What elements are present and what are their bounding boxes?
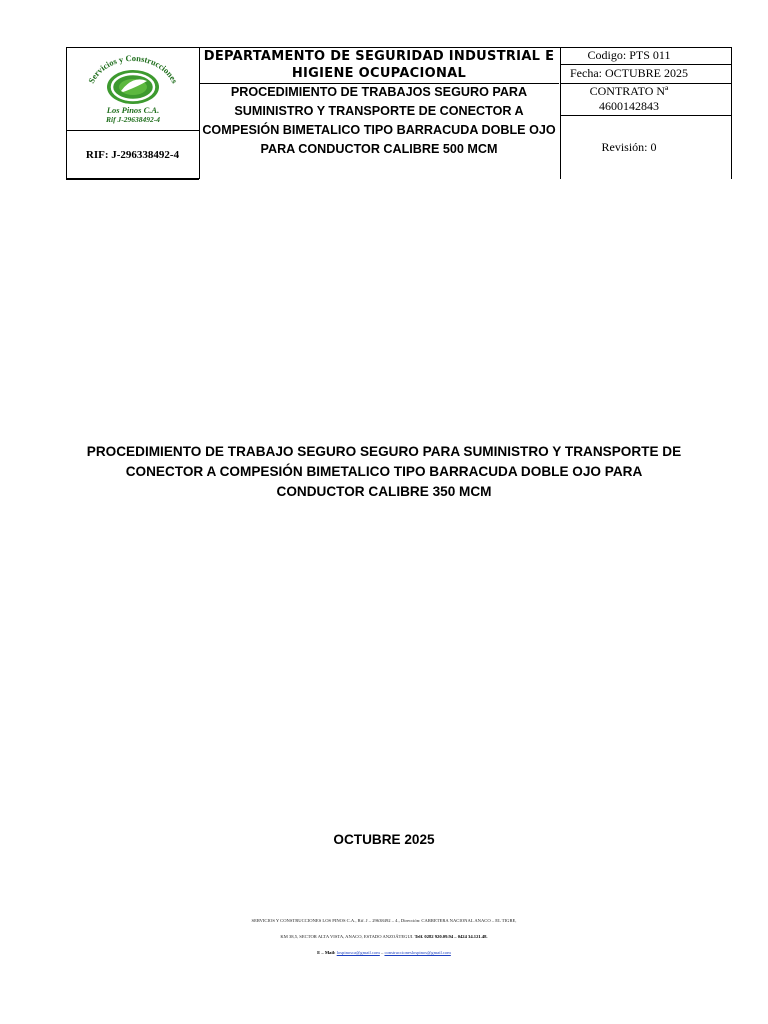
document-code: Codigo: PTS 011: [587, 48, 671, 62]
footer-email-separator: –: [381, 950, 384, 955]
main-title: PROCEDIMIENTO DE TRABAJO SEGURO SEGURO PARA SUMINISTRO Y TRANSPORTE DE CONECTOR A COMPESIÓN BIMETALICO TIPO BARRACUDA DOBLE OJO PARA CONDUCTOR CALIBRE 350 MCM: [86, 444, 682, 499]
department-title: DEPARTAMENTO DE SEGURIDAD INDUSTRIAL E HIGIENE OCUPACIONAL: [203, 49, 555, 81]
contract-info: [560, 83, 698, 115]
revision-number: Revisión: 0: [601, 139, 657, 154]
procedure-title: PROCEDIMIENTO DE TRABAJOS SEGURO PARA SUMINISTRO Y TRANSPORTE DE CONECTOR A COMPESIÓN BIMETALICO TIPO BARRACUDA DOBLE OJO PARA CONDUCTOR CALIBRE 500 MCM: [202, 85, 556, 156]
company-logo: [77, 51, 189, 127]
footer-email-link-2[interactable]: construccioneslospinos@gmail.com: [384, 950, 451, 955]
footer-email-label: E – Mail:: [317, 950, 336, 955]
table-border-right: [731, 47, 732, 179]
document-date: Fecha: OCTUBRE 2025: [570, 66, 688, 80]
contract-number: 4600142843: [599, 99, 659, 113]
footer-address-text: KM 38,5, SECTOR ALTA VISTA, ANACO, ESTADO ANZOÁTEGUI.: [280, 934, 414, 939]
footer-address-line-2: [150, 934, 618, 939]
footer-email-link-1[interactable]: lospinosca@gmail.com: [336, 950, 380, 955]
company-logo-cell: [66, 47, 199, 130]
footer-phones: Telf. 0282 920.09.94 – 0424 34.121.48.: [414, 934, 488, 939]
contract-label: CONTRATO Nª: [589, 84, 669, 98]
footer-address-line-1: SERVICIOS Y CONSTRUCCIONES LOS PINOS C.A., Rif. J – 29638492 – 4., Dirección: CARRETERA NACIONAL ANACO – EL TIGRE,: [251, 918, 517, 923]
rif-label: RIF: J-296338492-4: [85, 148, 180, 161]
logo-arc-text: Servicios y Construcciones: [85, 52, 180, 85]
logo-rif: Rif J-29638492-4: [105, 114, 160, 124]
document-header-table: [66, 47, 732, 179]
footer-email-line: [150, 950, 618, 955]
logo-company-name: Los Pinos C.A.: [106, 104, 159, 115]
cover-date: OCTUBRE 2025: [333, 832, 435, 847]
